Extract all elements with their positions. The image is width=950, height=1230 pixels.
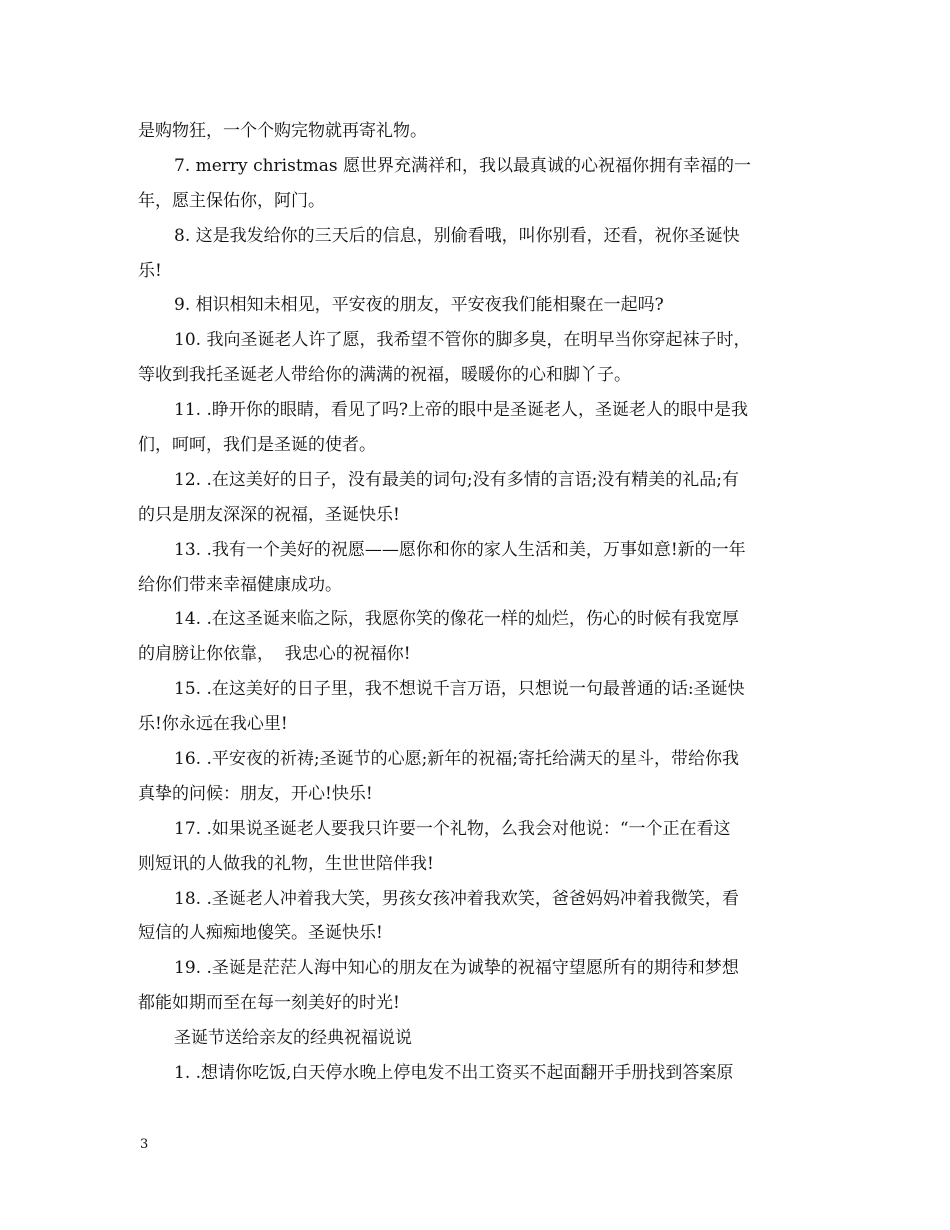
text-line: 11. .睁开你的眼睛，看见了吗?上帝的眼中是圣诞老人，圣诞老人的眼中是我	[174, 400, 748, 421]
text-line: 18. .圣诞老人冲着我大笑，男孩女孩冲着我欢笑，爸爸妈妈冲着我微笑，看	[174, 888, 739, 909]
text-line: 们，呵呵，我们是圣诞的使者。	[138, 435, 376, 456]
text-line: 9. 相识相知未相见，平安夜的朋友，平安夜我们能相聚在一起吗?	[174, 295, 664, 316]
text-line: 15. .在这美好的日子里，我不想说千言万语，只想说一句最普通的话:圣诞快	[174, 679, 745, 700]
text-line: 年，愿主保佑你，阿门。	[138, 190, 325, 211]
text-line: 是购物狂，一个个购完物就再寄礼物。	[138, 121, 427, 141]
text-line: 乐!你永远在我心里!	[138, 714, 288, 735]
text-line: 短信的人痴痴地傻笑。圣诞快乐!	[138, 923, 383, 944]
text-line: 12. .在这美好的日子，没有最美的词句;没有多情的言语;没有精美的礼品;有	[174, 469, 740, 490]
text-line: 乐!	[138, 260, 162, 281]
section-heading: 圣诞节送给亲友的经典祝福说说	[174, 1028, 412, 1049]
text-line: 真挚的问候：朋友，开心!快乐!	[138, 783, 373, 804]
text-line: 等收到我托圣诞老人带给你的满满的祝福，暖暖你的心和脚丫子。	[138, 365, 631, 386]
text-line: 10. 我向圣诞老人许了愿，我希望不管你的脚多臭，在明早当你穿起袜子时，	[174, 330, 751, 351]
text-line: 则短讯的人做我的礼物，生世世陪伴我!	[138, 853, 434, 874]
text-line: 16. .平安夜的祈祷;圣诞节的心愿;新年的祝福;寄托给满天的星斗，带给你我	[174, 749, 740, 770]
text-line: 的肩膀让你依靠， 我忠心的祝福你!	[138, 644, 411, 665]
body-text	[138, 114, 814, 1091]
text-line: 都能如期而至在每一刻美好的时光!	[138, 993, 400, 1014]
text-line: 给你们带来幸福健康成功。	[138, 574, 342, 595]
text-line: 7. merry christmas 愿世界充满祥和，我以最真诚的心祝福你拥有幸福的一	[174, 155, 752, 176]
text-line: 17. .如果说圣诞老人要我只许要一个礼物，么我会对他说：“一个正在看这	[174, 818, 731, 839]
text-line: 8. 这是我发给你的三天后的信息，别偷看哦，叫你别看，还看，祝你圣诞快	[174, 225, 740, 246]
text-line: 14. .在这圣诞来临之际，我愿你笑的像花一样的灿烂，伤心的时候有我宽厚	[174, 609, 739, 630]
text-line: 的只是朋友深深的祝福，圣诞快乐!	[138, 504, 400, 525]
page-number: 3	[140, 1137, 149, 1152]
text-line: 19. .圣诞是茫茫人海中知心的朋友在为诚挚的祝福守望愿所有的期待和梦想	[174, 958, 739, 979]
text-line: 13. .我有一个美好的祝愿——愿你和你的家人生活和美，万事如意!新的一年	[174, 539, 746, 560]
text-line: 1. .想请你吃饭,白天停水晚上停电发不出工资买不起面翻开手册找到答案原	[174, 1063, 734, 1084]
